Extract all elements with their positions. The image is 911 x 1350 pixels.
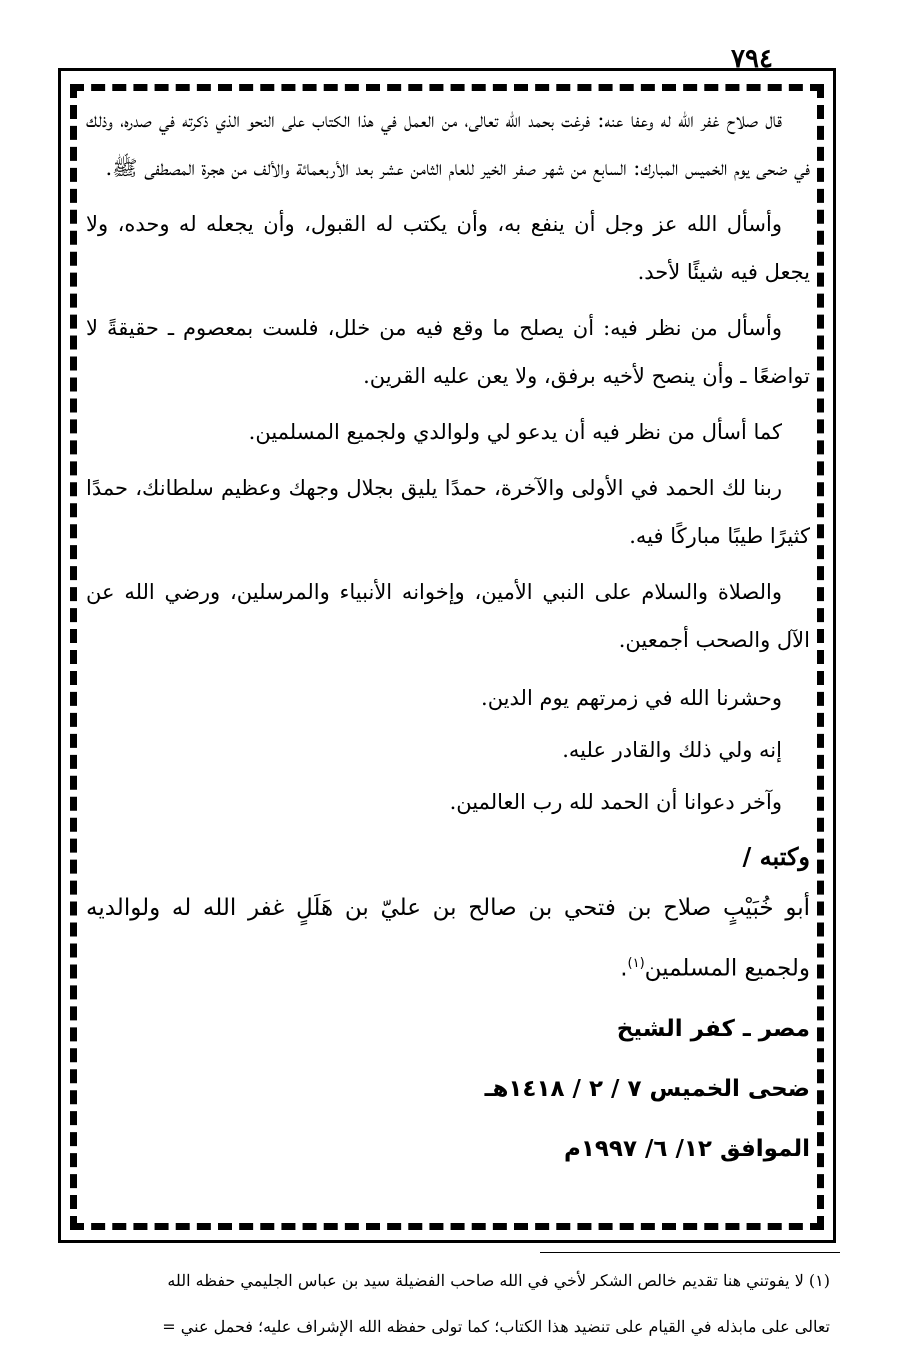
main-text: [86, 96, 810, 1216]
author-name: [86, 880, 810, 997]
footnote-rule: [540, 1252, 840, 1253]
footnotes: [70, 1258, 830, 1350]
signed-label: وكتبه /: [742, 842, 810, 871]
line-guardian: إنه ولي ذلك والقادر عليه.: [562, 738, 782, 762]
paragraph-supplication: وأسأل الله عز وجل أن ينفع به، وأن يكتب له القبول، وأن يجعله له وحده، ولا يجعل فيه شيئًا لأحد.: [86, 212, 810, 284]
author-end: .: [620, 955, 628, 982]
author-text: أبو خُبَيْبٍ صلاح بن فتحي بن صالح بن عليّ بن هَلَلٍ غفر الله له ولوالديه ولجميع المسلمين: [86, 895, 810, 982]
line-final-prayer: وآخر دعوانا أن الحمد لله رب العالمين.: [449, 790, 782, 814]
place: مصر ـ كفر الشيخ: [616, 1015, 810, 1042]
line-gather: وحشرنا الله في زمرتهم يوم الدين.: [481, 686, 782, 710]
date-hijri: ضحى الخميس ٧ / ٢ / ١٤١٨هـ: [484, 1075, 810, 1102]
paragraph-request-prayer: كما أسأل من نظر فيه أن يدعو لي ولوالدي ولجميع المسلمين.: [248, 420, 782, 444]
date-gregorian: الموافق ١٢/ ٦/ ١٩٩٧م: [563, 1135, 810, 1162]
footnote-ref: (١): [627, 956, 645, 971]
footnote-line: تعالى على مابذله في القيام على تنضيد هذا الكتاب؛ كما تولى حفظه الله الإشراف عليه؛ فحمل عني =: [162, 1317, 830, 1336]
paragraph-praise: ربنا لك الحمد في الأولى والآخرة، حمدًا يليق بجلال وجهك وعظيم سلطانك، حمدًا كثيرًا طيبًا مباركًا فيه.: [86, 476, 810, 548]
page-number: ٧٩٤: [731, 44, 773, 74]
footnote-line: (١) لا يفوتني هنا تقديم خالص الشكر لأخي في الله صاحب الفضيلة سيد بن عباس الجليمي حفظه الله: [167, 1271, 830, 1290]
paragraph-request-reader: وأسأل من نظر فيه: أن يصلح ما وقع فيه من خلل، فلست بمعصوم ـ حقيقةً لا تواضعًا ـ وأن ينصح لأخيه برفق، ولا يعن عليه القرين.: [86, 316, 810, 388]
paragraph-completion: قال صلاح غفر الله له وعفا عنه: فرغت بحمد الله تعالى، من العمل في هذا الكتاب على النحو الذي ذكرته في صدره، وذلك في ضحى يوم الخميس المبارك: السابع من شهر صفر الخير للعام الثامن عشر بعد الأربعمائة والألف من هجرة المصطفى ﷺ.: [86, 108, 810, 180]
paragraph-salutation: والصلاة والسلام على النبي الأمين، وإخوانه الأنبياء والمرسلين، ورضي الله عن الآل والصحب أجمعين.: [86, 580, 810, 652]
